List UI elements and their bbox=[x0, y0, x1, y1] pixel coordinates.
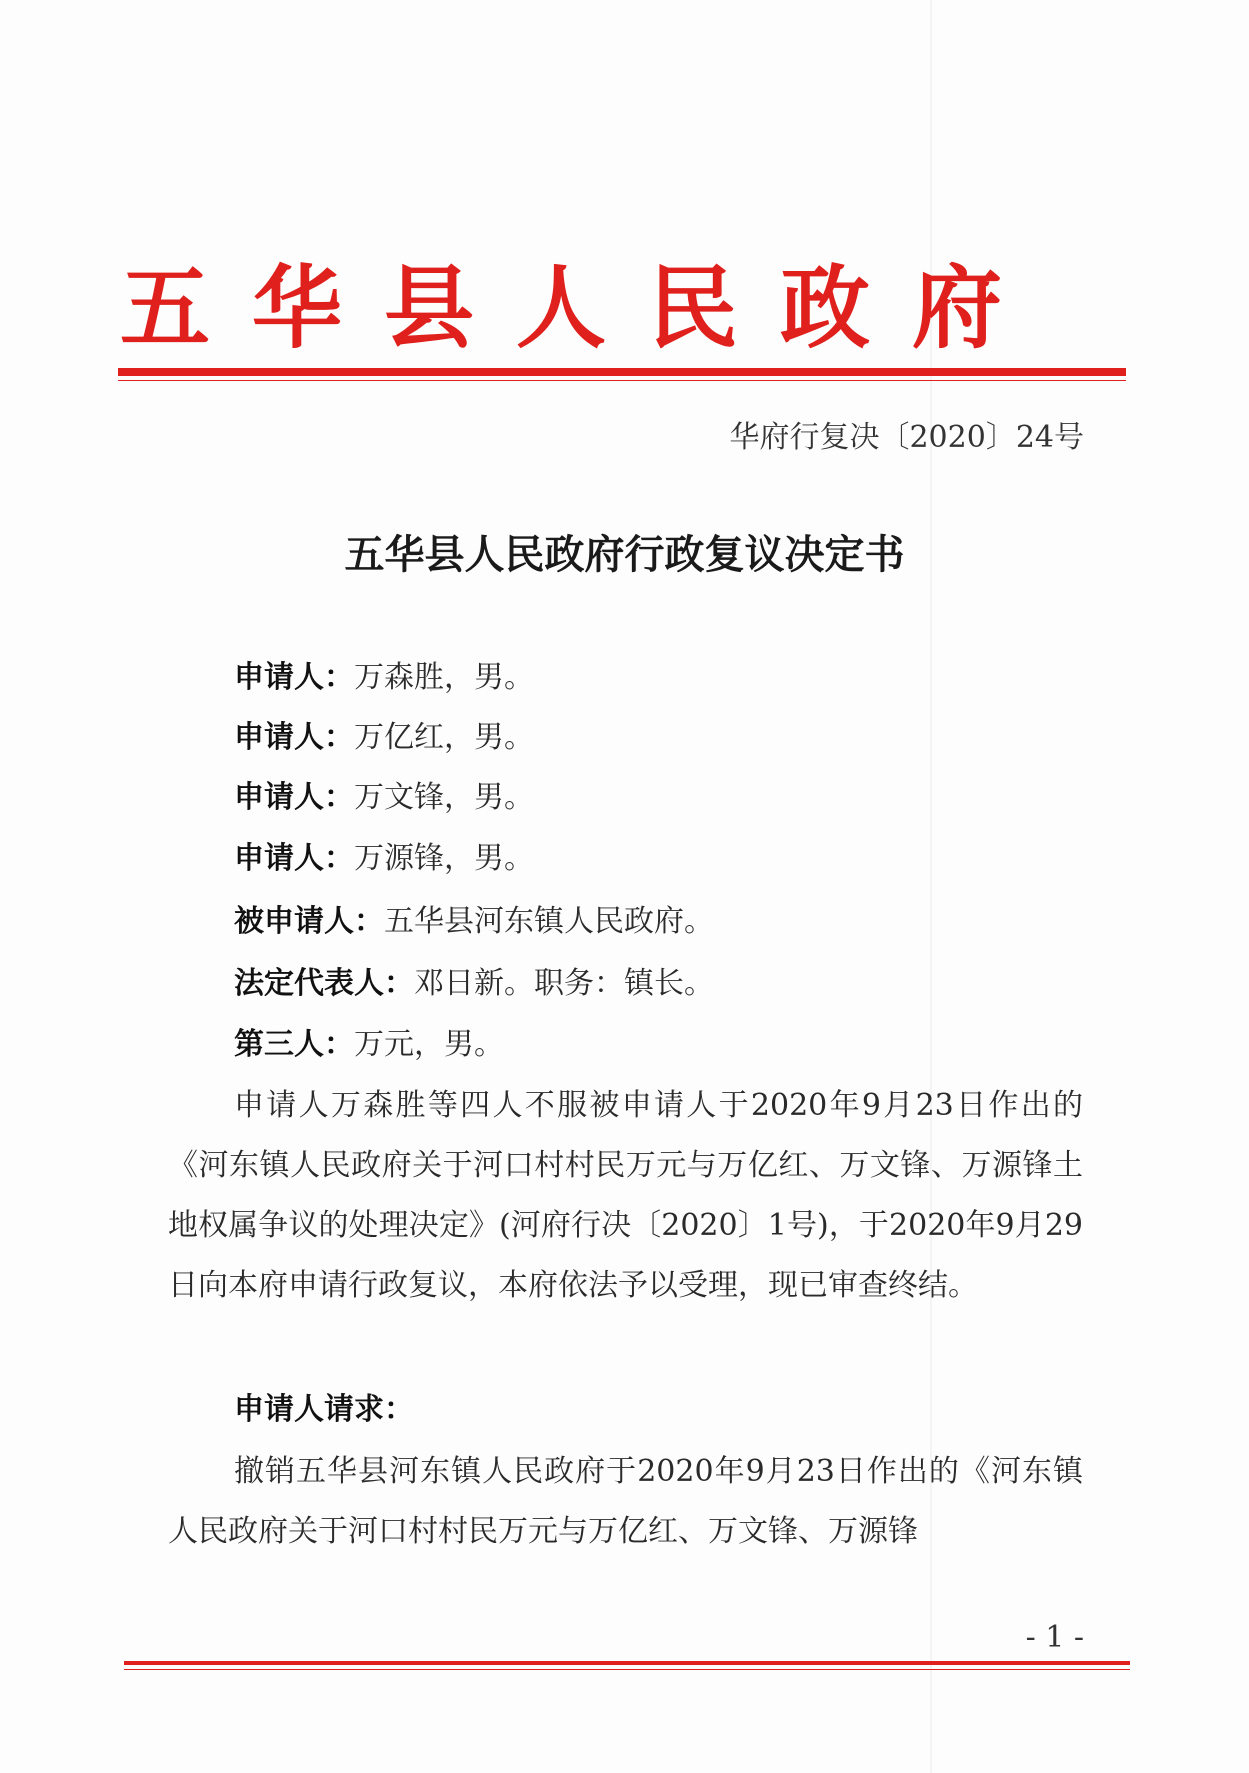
party-label: 申请人： bbox=[234, 841, 354, 876]
issuing-authority-header: 五华县人民政府 bbox=[120, 255, 1044, 361]
request-paragraph: 撤销五华县河东镇人民政府于2020年9月23日作出的《河东镇人民政府关于河口村村民万元与万亿红、万文锋、万源锋 bbox=[168, 1454, 1083, 1549]
document-title: 五华县人民政府行政复议决定书 bbox=[344, 532, 905, 578]
party-value: 万源锋，男。 bbox=[354, 841, 534, 876]
party-line bbox=[234, 778, 534, 818]
party-value: 万文锋，男。 bbox=[354, 780, 534, 815]
header-red-rule bbox=[118, 368, 1126, 376]
party-line bbox=[234, 839, 534, 879]
party-label: 申请人： bbox=[234, 660, 354, 695]
party-line bbox=[234, 1025, 504, 1065]
party-label: 被申请人： bbox=[234, 904, 384, 939]
party-value: 万森胜，男。 bbox=[354, 660, 534, 695]
party-line bbox=[234, 964, 714, 1004]
party-label: 申请人： bbox=[234, 720, 354, 755]
party-value: 邓日新。职务：镇长。 bbox=[414, 966, 714, 1001]
party-label: 申请人： bbox=[234, 780, 354, 815]
document-number: 华府行复决〔2020〕24号 bbox=[729, 420, 1084, 455]
party-value: 五华县河东镇人民政府。 bbox=[384, 904, 714, 939]
footer-red-rule bbox=[124, 1661, 1130, 1665]
intro-paragraph: 申请人万森胜等四人不服被申请人于2020年9月23日作出的《河东镇人民政府关于河口村村民万元与万亿红、万文锋、万源锋土地权属争议的处理决定》(河府行决〔2020〕1号)，于2020年9月29日向本府申请行政复议，本府依法予以受理，现已审查终结。 bbox=[168, 1088, 1083, 1303]
party-value: 万亿红，男。 bbox=[354, 720, 534, 755]
party-label: 法定代表人： bbox=[234, 966, 414, 1001]
party-line bbox=[234, 902, 714, 942]
party-value: 万元，男。 bbox=[354, 1027, 504, 1062]
party-line bbox=[234, 718, 534, 758]
party-label: 第三人： bbox=[234, 1027, 354, 1062]
party-line bbox=[234, 658, 534, 698]
page-number: - 1 - bbox=[1025, 1620, 1084, 1655]
request-heading: 申请人请求： bbox=[234, 1392, 414, 1427]
